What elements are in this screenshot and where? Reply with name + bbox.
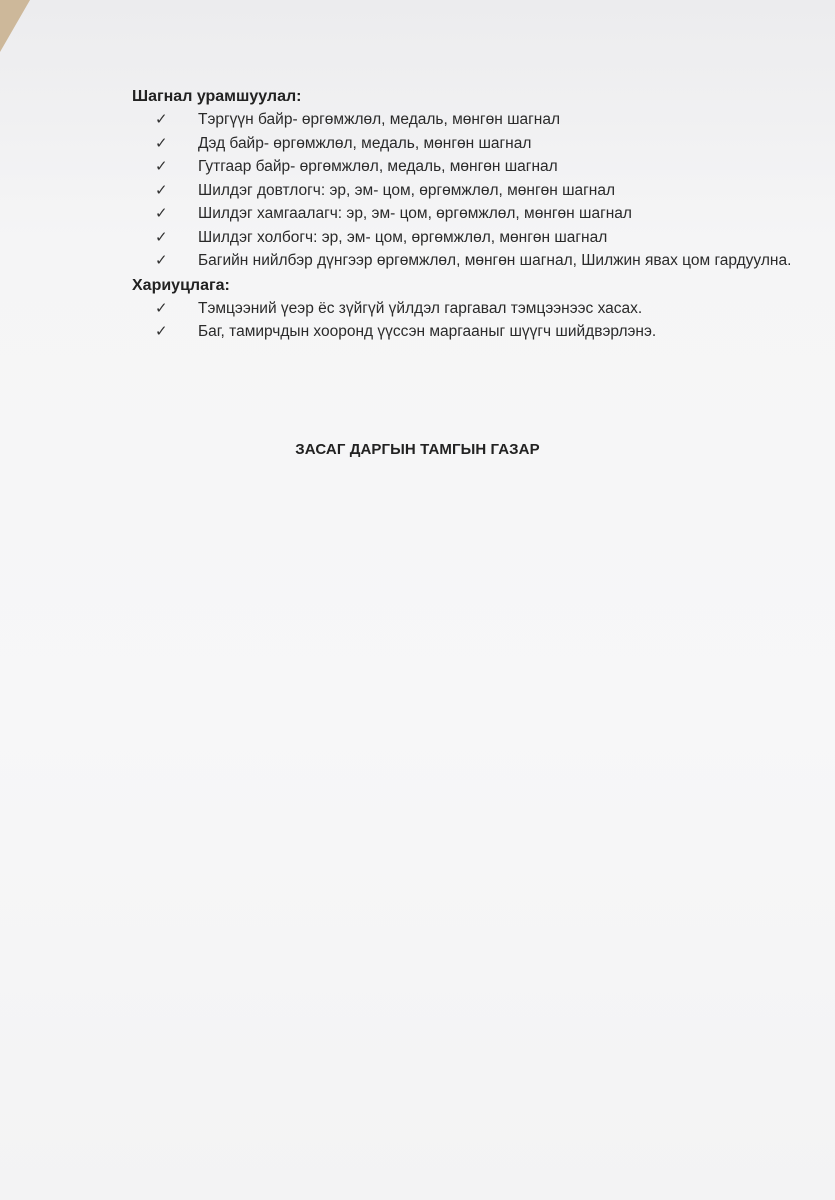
list-item xyxy=(132,249,792,273)
list-item xyxy=(132,132,792,156)
list-item-text: Дэд байр- өргөмжлөл, медаль, мөнгөн шагнал xyxy=(198,134,532,152)
check-icon: ✓ xyxy=(155,110,168,128)
section-heading-responsibility: Хариуцлага: xyxy=(132,276,230,294)
list-item xyxy=(132,108,792,132)
check-icon: ✓ xyxy=(155,204,168,222)
check-icon: ✓ xyxy=(155,251,168,269)
check-icon: ✓ xyxy=(155,227,168,246)
check-icon: ✓ xyxy=(155,180,168,199)
check-icon: ✓ xyxy=(155,322,168,340)
check-icon: ✓ xyxy=(155,298,168,317)
document-body xyxy=(132,86,792,346)
section-heading-awards: Шагнал урамшуулал: xyxy=(132,88,302,105)
list-item-text: Шилдэг хамгаалагч: эр, эм- цом, өргөмжлөл, мөнгөн шагнал xyxy=(198,205,632,222)
responsibility-list xyxy=(132,297,792,344)
list-item-text: Гутгаар байр- өргөмжлөл, медаль, мөнгөн шагнал xyxy=(198,158,558,175)
page-corner-background xyxy=(0,0,30,52)
list-item xyxy=(132,155,792,179)
list-item-text: Тэргүүн байр- өргөмжлөл, медаль, мөнгөн шагнал xyxy=(198,111,561,128)
list-item xyxy=(132,320,792,344)
awards-list xyxy=(132,108,792,273)
list-item-text: Багийн нийлбэр дүнгээр өргөмжлөл, мөнгөн шагнал, Шилжин явах цом гардуулна. xyxy=(198,252,792,269)
list-item-text: Тэмцээний үеэр ёс зүйгүй үйлдэл гаргавал тэмцээнээс хасах. xyxy=(198,299,643,317)
organization-signature-title: ЗАСАГ ДАРГЫН ТАМГЫН ГАЗАР xyxy=(295,441,540,458)
list-item-text: Баг, тамирчдын хооронд үүссэн маргааныг шүүгч шийдвэрлэнэ. xyxy=(198,323,657,340)
check-icon: ✓ xyxy=(155,133,168,152)
check-icon: ✓ xyxy=(155,157,168,175)
list-item xyxy=(132,202,792,226)
list-item xyxy=(132,179,792,203)
list-item xyxy=(132,297,792,321)
list-item xyxy=(132,226,792,250)
list-item-text: Шилдэг довтлогч: эр, эм- цом, өргөмжлөл, мөнгөн шагнал xyxy=(198,181,616,199)
list-item-text: Шилдэг холбогч: эр, эм- цом, өргөмжлөл, мөнгөн шагнал xyxy=(198,228,608,246)
